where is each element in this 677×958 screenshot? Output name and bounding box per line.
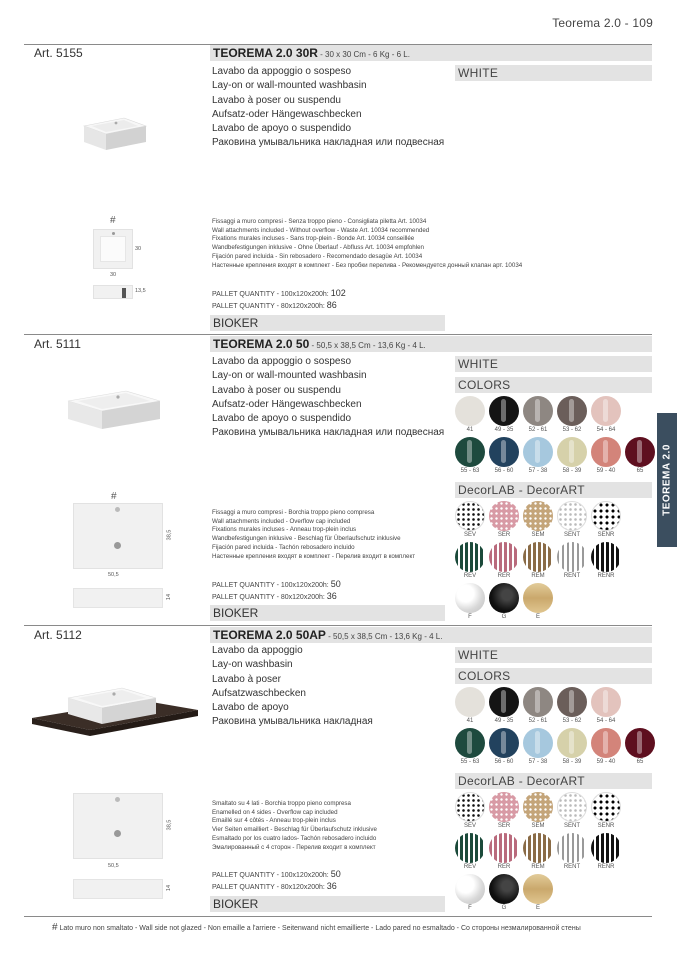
decor-swatch bbox=[455, 542, 485, 572]
decor-swatch bbox=[523, 583, 553, 613]
note-line: Vier Seiten emailliert - Beschlag für Überlaufschutz inklusive bbox=[212, 826, 377, 834]
decor-swatch bbox=[455, 874, 485, 904]
name-it: Lavabo da appoggio o sospeso bbox=[212, 66, 352, 77]
decor-swatch bbox=[489, 501, 519, 531]
white-header: WHITE bbox=[455, 65, 652, 81]
pallet-value: 36 bbox=[326, 881, 337, 891]
decor-code: G bbox=[501, 614, 507, 620]
technical-drawing-top bbox=[93, 229, 133, 269]
color-swatch bbox=[591, 728, 621, 758]
color-code: 58 - 39 bbox=[562, 468, 582, 474]
install-notes bbox=[212, 509, 415, 561]
product-names bbox=[212, 65, 444, 151]
color-swatch bbox=[557, 396, 587, 426]
color-swatch bbox=[625, 437, 655, 467]
pallet-quantity bbox=[212, 869, 341, 893]
name-de: Aufsatz-oder Hängewaschbecken bbox=[212, 108, 362, 120]
decor-swatch bbox=[557, 542, 587, 572]
decor-swatch bbox=[455, 792, 485, 822]
page-header: Teorema 2.0 - 109 bbox=[552, 16, 653, 30]
note-line: Настенные крепления входят в комплект - Без пробки перелива - Рекомендуется донный клапан арт. 10034 bbox=[212, 261, 523, 269]
decor-code: SENT bbox=[563, 823, 580, 829]
wall-side-mark: # bbox=[111, 491, 117, 502]
decor-swatch bbox=[523, 833, 553, 863]
note-line: Fixations murales incluses - Sans trop-plein - Bonde Art. 10034 conseillée bbox=[212, 235, 415, 243]
color-swatch bbox=[455, 687, 485, 717]
product-title: TEOREMA 2.0 30R bbox=[213, 46, 318, 60]
decor-code: RENT bbox=[563, 864, 581, 870]
decor-swatch bbox=[489, 542, 519, 572]
section-rule bbox=[24, 334, 652, 335]
product-spec: - 50,5 x 38,5 Cm - 13,6 Kg - 4 L. bbox=[309, 341, 426, 350]
color-swatches bbox=[455, 396, 652, 478]
decor-swatch bbox=[523, 874, 553, 904]
decor-swatch bbox=[557, 833, 587, 863]
dim-width: 30 bbox=[110, 272, 117, 278]
colors-header: COLORS bbox=[455, 377, 652, 393]
pallet-value: 50 bbox=[330, 869, 341, 879]
decor-code: REV bbox=[463, 573, 477, 579]
dim-width: 50,5 bbox=[108, 572, 119, 578]
product-title-bar bbox=[210, 627, 652, 643]
decor-swatch bbox=[591, 833, 621, 863]
color-code: 53 - 62 bbox=[562, 427, 582, 433]
color-swatch bbox=[557, 437, 587, 467]
decor-header: DecorLAB - DecorART bbox=[455, 773, 652, 789]
name-fr: Lavabo à poser bbox=[212, 673, 281, 685]
material-bar: BIOKER bbox=[210, 605, 445, 621]
install-notes bbox=[212, 218, 522, 270]
decor-swatch bbox=[455, 501, 485, 531]
decor-code: REV bbox=[463, 864, 477, 870]
color-swatches bbox=[455, 687, 652, 769]
name-en: Lay-on washbasin bbox=[212, 659, 293, 671]
color-code: 59 - 40 bbox=[596, 468, 616, 474]
name-es: Lavabo de apoyo bbox=[212, 702, 289, 714]
pallet-quantity bbox=[212, 579, 341, 603]
decor-code: G bbox=[501, 905, 507, 911]
color-code: 54 - 64 bbox=[596, 718, 616, 724]
white-header: WHITE bbox=[455, 356, 652, 372]
article-number: Art. 5155 bbox=[34, 46, 83, 60]
color-swatch bbox=[455, 728, 485, 758]
color-code: 56 - 60 bbox=[494, 468, 514, 474]
color-code: 52 - 61 bbox=[528, 427, 548, 433]
color-swatch bbox=[455, 437, 485, 467]
decor-swatch bbox=[523, 792, 553, 822]
note-line: Wall attachments included - Overflow cap included bbox=[212, 517, 351, 525]
white-header: WHITE bbox=[455, 647, 652, 663]
decor-swatches bbox=[455, 792, 652, 914]
product-photo bbox=[30, 678, 200, 740]
dim-depth: 38,5 bbox=[166, 529, 173, 541]
decor-code: SER bbox=[497, 532, 511, 538]
product-title: TEOREMA 2.0 50AP bbox=[213, 628, 326, 642]
technical-drawing-side bbox=[73, 879, 163, 899]
pallet-label: PALLET QUANTITY - 80x120x200h: bbox=[212, 303, 325, 310]
pallet-value: 86 bbox=[326, 300, 337, 310]
product-title-bar bbox=[210, 336, 652, 352]
product-title-bar bbox=[210, 45, 652, 61]
color-swatch bbox=[523, 687, 553, 717]
dim-depth: 30 bbox=[135, 246, 142, 252]
color-swatch bbox=[591, 396, 621, 426]
decor-swatch bbox=[523, 542, 553, 572]
note-line: Эмалированный с 4 сторон - Перелив входит в комплект bbox=[212, 843, 376, 851]
decor-code: E bbox=[535, 905, 540, 911]
decor-code: REM bbox=[531, 573, 545, 579]
note-line: Wall attachments included - Without overflow - Waste Art. 10034 recommended bbox=[212, 226, 430, 234]
name-ru: Раковина умывальника накладная bbox=[212, 716, 373, 728]
dim-height: 13,5 bbox=[135, 288, 146, 294]
note-line: Emaillé sur 4 côtés - Anneau trop-plein inclus bbox=[212, 817, 336, 825]
decor-code: SEM bbox=[531, 532, 545, 538]
color-swatch bbox=[557, 728, 587, 758]
decor-swatch bbox=[557, 792, 587, 822]
color-code: 49 - 35 bbox=[494, 718, 514, 724]
color-swatch bbox=[591, 437, 621, 467]
color-code: 52 - 61 bbox=[528, 718, 548, 724]
color-code: 59 - 40 bbox=[596, 759, 616, 765]
name-de: Aufsatzwaschbecken bbox=[212, 687, 306, 699]
pallet-label: PALLET QUANTITY - 80x120x200h: bbox=[212, 884, 325, 891]
product-spec: - 30 x 30 Cm - 6 Kg - 6 L. bbox=[317, 50, 410, 59]
color-code: 58 - 39 bbox=[562, 759, 582, 765]
decor-code: SEM bbox=[531, 823, 545, 829]
note-line: Fissaggi a muro compresi - Borchia troppo pieno compresa bbox=[212, 509, 375, 516]
pallet-label: PALLET QUANTITY - 100x120x200h: bbox=[212, 291, 329, 298]
color-code: 55 - 63 bbox=[460, 759, 480, 765]
color-swatch bbox=[489, 437, 519, 467]
decor-swatch bbox=[557, 501, 587, 531]
decor-code: RENR bbox=[597, 864, 615, 870]
product-spec: - 50,5 x 38,5 Cm - 13,6 Kg - 4 L. bbox=[325, 632, 443, 641]
decor-code: RER bbox=[497, 864, 511, 870]
decor-header: DecorLAB - DecorART bbox=[455, 482, 652, 498]
name-it: Lavabo da appoggio o sospeso bbox=[212, 356, 352, 367]
decor-code: F bbox=[468, 905, 472, 911]
pallet-value: 50 bbox=[330, 579, 341, 589]
name-ru: Раковина умывальника накладная или подвесная bbox=[212, 427, 445, 439]
product-photo bbox=[80, 112, 150, 152]
footer-rule bbox=[24, 916, 652, 917]
decor-code: SENT bbox=[563, 532, 580, 538]
article-number: Art. 5111 bbox=[34, 337, 81, 351]
decor-code: RER bbox=[497, 573, 511, 579]
color-swatch bbox=[557, 687, 587, 717]
technical-drawing-top bbox=[73, 793, 163, 859]
color-swatch bbox=[455, 396, 485, 426]
wall-side-mark: # bbox=[110, 215, 116, 226]
note-line: Настенные крепления входят в комплект - Перелив входит в комплект bbox=[212, 552, 416, 560]
note-line: Wandbefestigungen inklusive - Ohne Überlauf - Abfluss Art. 10034 empfohlen bbox=[212, 244, 424, 252]
technical-drawing-top bbox=[73, 503, 163, 569]
side-tab-label: TEOREMA 2.0 bbox=[661, 444, 673, 516]
footer-note bbox=[52, 922, 581, 933]
name-fr: Lavabo à poser ou suspendu bbox=[212, 94, 341, 106]
color-swatch bbox=[523, 728, 553, 758]
name-de: Aufsatz-oder Hängewaschbecken bbox=[212, 398, 362, 410]
pallet-value: 102 bbox=[330, 288, 346, 298]
color-swatch bbox=[523, 396, 553, 426]
dim-height: 14 bbox=[166, 593, 173, 601]
wall-side-mark: # bbox=[52, 922, 58, 933]
material-bar: BIOKER bbox=[210, 315, 445, 331]
color-code: 56 - 60 bbox=[494, 759, 514, 765]
decor-swatches bbox=[455, 501, 652, 623]
decor-swatch bbox=[489, 874, 519, 904]
decor-swatch bbox=[455, 583, 485, 613]
decor-swatch bbox=[591, 542, 621, 572]
note-line: Esmaltado por los cuatro lados- Tachón rebosadero incluido bbox=[212, 834, 377, 842]
decor-swatch bbox=[489, 833, 519, 863]
decor-code: RENR bbox=[597, 573, 615, 579]
note-line: Fissaggi a muro compresi - Senza troppo pieno - Consigliata piletta Art. 10034 bbox=[212, 218, 427, 225]
note-line: Fijación pared incluida - Sin rebosadero - Recomendado desagüe Art. 10034 bbox=[212, 252, 423, 260]
technical-drawing-side bbox=[93, 285, 133, 299]
article-number: Art. 5112 bbox=[34, 628, 82, 642]
pallet-label: PALLET QUANTITY - 100x120x200h: bbox=[212, 582, 329, 589]
note-line: Enamelled on 4 sides - Overflow cap included bbox=[212, 808, 338, 816]
decor-code: REM bbox=[531, 864, 545, 870]
decor-swatch bbox=[591, 792, 621, 822]
decor-code: E bbox=[535, 614, 540, 620]
decor-code: SENR bbox=[597, 532, 615, 538]
decor-swatch bbox=[489, 792, 519, 822]
decor-code: SEV bbox=[463, 823, 476, 829]
color-code: 53 - 62 bbox=[562, 718, 582, 724]
section-rule bbox=[24, 625, 652, 626]
install-notes bbox=[212, 800, 377, 852]
decor-code: RENT bbox=[563, 573, 581, 579]
name-fr: Lavabo à poser ou suspendu bbox=[212, 384, 341, 396]
decor-code: SENR bbox=[597, 823, 615, 829]
pallet-value: 36 bbox=[326, 591, 337, 601]
side-tab bbox=[657, 413, 677, 547]
name-es: Lavabo de apoyo o suspendido bbox=[212, 413, 352, 425]
note-line: Smaltato su 4 lati - Borchia troppo pieno compresa bbox=[212, 800, 351, 807]
color-code: 41 bbox=[466, 427, 474, 433]
color-swatch bbox=[489, 396, 519, 426]
dim-width: 50,5 bbox=[108, 863, 119, 869]
pallet-quantity bbox=[212, 288, 346, 312]
color-code: 41 bbox=[466, 718, 474, 724]
name-it: Lavabo da appoggio bbox=[212, 645, 303, 656]
color-code: 65 bbox=[636, 759, 644, 765]
note-line: Fijación pared incluida - Tachón rebosadero incluido bbox=[212, 543, 355, 551]
color-swatch bbox=[489, 728, 519, 758]
color-code: 55 - 63 bbox=[460, 468, 480, 474]
decor-code: SER bbox=[497, 823, 511, 829]
color-swatch bbox=[523, 437, 553, 467]
decor-code: SEV bbox=[463, 532, 476, 538]
decor-swatch bbox=[591, 501, 621, 531]
name-en: Lay-on or wall-mounted washbasin bbox=[212, 80, 367, 92]
product-title: TEOREMA 2.0 50 bbox=[213, 337, 310, 351]
note-line: Fixations murales incluses - Anneau trop-plein inclus bbox=[212, 526, 357, 534]
decor-swatch bbox=[489, 583, 519, 613]
pallet-label: PALLET QUANTITY - 100x120x200h: bbox=[212, 872, 329, 879]
technical-drawing-side bbox=[73, 588, 163, 608]
dim-height: 14 bbox=[166, 884, 173, 892]
color-code: 49 - 35 bbox=[494, 427, 514, 433]
footer-text: Lato muro non smaltato - Wall side not glazed - Non emaille a l'arriere - Seitenwand nicht emaillierte - Lado pared no esmaltado - Со стороны незмалированной стены bbox=[57, 925, 581, 932]
color-code: 57 - 38 bbox=[528, 759, 548, 765]
color-code: 54 - 64 bbox=[596, 427, 616, 433]
name-ru: Раковина умывальника накладная или подвесная bbox=[212, 137, 445, 149]
color-code: 65 bbox=[636, 468, 644, 474]
color-swatch bbox=[591, 687, 621, 717]
product-names bbox=[212, 644, 373, 730]
product-photo bbox=[64, 385, 164, 433]
color-swatch bbox=[625, 728, 655, 758]
colors-header: COLORS bbox=[455, 668, 652, 684]
color-swatch bbox=[489, 687, 519, 717]
dim-depth: 38,5 bbox=[166, 819, 173, 831]
pallet-label: PALLET QUANTITY - 80x120x200h: bbox=[212, 594, 325, 601]
material-bar: BIOKER bbox=[210, 896, 445, 912]
decor-swatch bbox=[523, 501, 553, 531]
name-es: Lavabo de apoyo o suspendido bbox=[212, 123, 352, 135]
name-en: Lay-on or wall-mounted washbasin bbox=[212, 370, 367, 382]
color-code: 57 - 38 bbox=[528, 468, 548, 474]
decor-code: F bbox=[468, 614, 472, 620]
note-line: Wandbefestigungen inklusive - Beschlag für Überlaufschutz inklusive bbox=[212, 535, 401, 543]
decor-swatch bbox=[455, 833, 485, 863]
product-names bbox=[212, 355, 444, 441]
